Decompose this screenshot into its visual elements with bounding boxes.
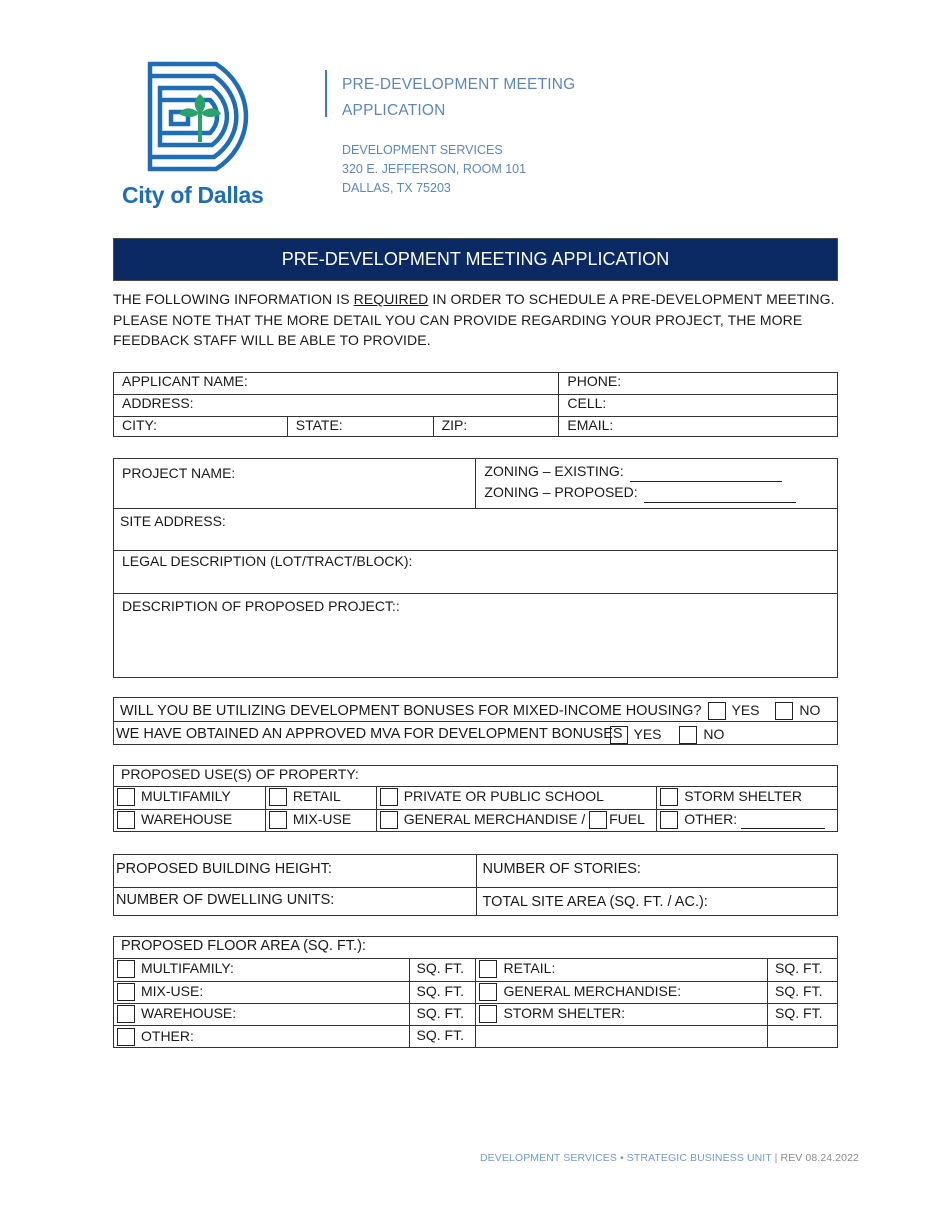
mva-no-label: NO [703,725,725,742]
use-multifamily-checkbox[interactable] [117,788,135,806]
city-address: DALLAS, TX 75203 [342,181,451,195]
use-mixuse-checkbox[interactable] [269,811,287,829]
floor-mixuse-checkbox[interactable] [117,983,135,1001]
floor-multifamily-checkbox[interactable] [117,960,135,978]
site-address-field[interactable]: SITE ADDRESS: [114,509,838,551]
floor-warehouse-checkbox[interactable] [117,1005,135,1023]
page-footer [480,1152,859,1164]
floor-general[interactable] [476,982,768,1004]
floor-mixuse-sqft[interactable]: SQ. FT. [409,982,476,1004]
uses-header: PROPOSED USE(S) OF PROPERTY: [114,766,838,787]
use-school[interactable] [376,787,657,810]
state-field[interactable]: STATE: [287,417,433,437]
use-other-input[interactable] [741,814,825,829]
use-retail-checkbox[interactable] [269,788,287,806]
floor-multifamily[interactable] [114,959,410,982]
stories-field[interactable]: NUMBER OF STORIES: [476,855,838,888]
use-other-checkbox[interactable] [660,811,678,829]
street-address: 320 E. JEFFERSON, ROOM 101 [342,162,527,176]
intro-part1: THE FOLLOWING INFORMATION IS [113,291,354,307]
header-address [342,141,526,198]
use-multifamily-label: MULTIFAMILY [141,788,231,804]
building-table [113,854,838,916]
zoning-existing-input[interactable] [630,467,782,482]
header-title-line2: APPLICATION [342,102,446,119]
use-warehouse-label: WAREHOUSE [141,811,233,827]
use-mixuse-label: MIX-USE [292,811,352,827]
header-title [342,72,575,124]
use-warehouse-checkbox[interactable] [117,811,135,829]
bonus-no-checkbox[interactable] [775,702,793,720]
proposed-uses-table [113,765,838,832]
bonus-no-label: NO [799,701,821,718]
address-field[interactable]: ADDRESS: [114,395,559,417]
site-area-field[interactable]: TOTAL SITE AREA (SQ. FT. / AC.): [476,888,838,916]
email-field[interactable]: EMAIL: [559,417,838,437]
zoning-proposed-input[interactable] [644,488,796,503]
bonus-question-row [114,698,838,722]
header-title-line1: PRE-DEVELOPMENT MEETING [342,76,576,93]
phone-field[interactable]: PHONE: [559,373,838,395]
mva-yes-label: YES [633,725,662,742]
mva-yes-checkbox[interactable] [610,726,628,744]
use-school-checkbox[interactable] [380,788,398,806]
applicant-table [113,372,838,437]
use-other[interactable] [657,810,838,832]
use-storm-label: STORM SHELTER [684,788,802,804]
project-table [113,458,838,678]
use-multifamily[interactable] [114,787,266,810]
bonus-table [113,697,838,745]
use-school-label: PRIVATE OR PUBLIC SCHOOL [403,788,604,804]
use-fuel-label: FUEL [609,811,645,827]
floor-storm-sqft[interactable]: SQ. FT. [768,1004,838,1026]
applicant-name-field[interactable]: APPLICANT NAME: [114,373,559,395]
use-warehouse[interactable] [114,810,266,832]
bonus-question: WILL YOU BE UTILIZING DEVELOPMENT BONUSES FOR MIXED-INCOME HOUSING? [120,703,702,719]
use-storm-checkbox[interactable] [660,788,678,806]
floor-mixuse[interactable] [114,982,410,1004]
floor-general-checkbox[interactable] [479,983,497,1001]
logo-wordmark: City of Dallas [122,182,264,208]
floor-mixuse-label: MIX-USE: [141,983,204,999]
intro-part2: IN ORDER TO SCHEDULE A PRE-DEVELOPMENT MEETING. PLEASE NOTE THAT THE MORE DETAIL YOU CAN PROVIDE REGARDING YOUR PROJECT, THE MORE FEEDBACK STAFF WILL BE ABLE TO PROVIDE. [113,291,835,348]
bonus-yes-label: YES [731,701,760,718]
use-general-checkbox[interactable] [380,811,398,829]
floor-storm-checkbox[interactable] [479,1005,497,1023]
dwelling-units-field[interactable]: NUMBER OF DWELLING UNITS: [114,888,477,916]
floor-storm-label: STORM SHELTER: [503,1005,626,1021]
floor-other[interactable] [114,1026,410,1048]
city-field[interactable]: CITY: [114,417,288,437]
use-retail-label: RETAIL [292,788,341,804]
mva-no-checkbox[interactable] [679,726,697,744]
zoning-proposed-label: ZONING – PROPOSED: [484,484,638,500]
use-general-merchandise[interactable] [376,810,657,832]
footer-revision: | REV 08.24.2022 [771,1152,859,1164]
dept-name: DEVELOPMENT SERVICES [342,143,503,157]
floor-other-sqft[interactable]: SQ. FT. [409,1026,476,1048]
floor-area-table [113,936,838,1048]
floor-warehouse-sqft[interactable]: SQ. FT. [409,1004,476,1026]
use-storm-shelter[interactable] [657,787,838,810]
floor-other-label: OTHER: [141,1028,194,1044]
floor-retail-checkbox[interactable] [479,960,497,978]
zip-field[interactable]: ZIP: [433,417,559,437]
floor-general-sqft[interactable]: SQ. FT. [768,982,838,1004]
use-other-label: OTHER: [684,811,738,827]
floor-warehouse-label: WAREHOUSE: [141,1005,237,1021]
floor-retail-label: RETAIL: [503,960,556,976]
floor-area-header: PROPOSED FLOOR AREA (SQ. FT.): [114,937,838,959]
intro-required: REQUIRED [353,291,429,307]
use-mix-use[interactable] [265,810,376,832]
mva-question-row [114,722,838,745]
form-title-banner: PRE-DEVELOPMENT MEETING APPLICATION [113,238,838,281]
floor-general-label: GENERAL MERCHANDISE: [503,983,682,999]
use-fuel-checkbox[interactable] [589,811,607,829]
floor-retail[interactable] [476,959,768,982]
header-divider [325,70,327,117]
cell-field[interactable]: CELL: [559,395,838,417]
building-height-field[interactable]: PROPOSED BUILDING HEIGHT: [114,855,477,888]
floor-empty-cell [476,1026,768,1048]
footer-unit: DEVELOPMENT SERVICES • STRATEGIC BUSINESS UNIT [480,1152,772,1164]
use-retail[interactable] [265,787,376,810]
project-name-field[interactable]: PROJECT NAME: [114,459,476,509]
project-description-field[interactable]: DESCRIPTION OF PROPOSED PROJECT:: [114,594,838,678]
mva-question: WE HAVE OBTAINED AN APPROVED MVA FOR DEVELOPMENT BONUSES [116,726,623,742]
bonus-yes-checkbox[interactable] [708,702,726,720]
floor-storm[interactable] [476,1004,768,1026]
floor-retail-sqft[interactable]: SQ. FT. [768,959,838,982]
floor-warehouse[interactable] [114,1004,410,1026]
floor-multifamily-label: MULTIFAMILY: [141,960,234,976]
floor-empty-cell-2 [768,1026,838,1048]
floor-other-checkbox[interactable] [117,1028,135,1046]
legal-description-field[interactable]: LEGAL DESCRIPTION (LOT/TRACT/BLOCK): [114,551,838,594]
zoning-existing-label: ZONING – EXISTING: [484,463,624,479]
zoning-cell [476,459,838,509]
intro-text [113,289,843,351]
use-general-label: GENERAL MERCHANDISE / [403,811,586,827]
floor-multifamily-sqft[interactable]: SQ. FT. [409,959,476,982]
